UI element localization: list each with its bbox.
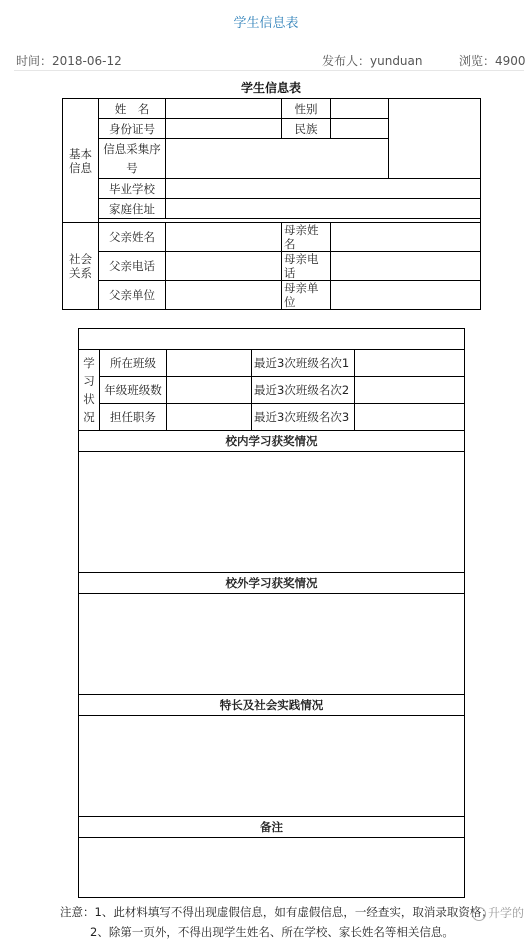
father-name-field[interactable] (166, 223, 282, 252)
rank2-label: 最近3次班级名次2 (252, 377, 355, 404)
outschool-awards-heading: 校外学习获奖情况 (79, 573, 465, 594)
header-divider (14, 70, 524, 71)
rank1-label: 最近3次班级名次1 (252, 350, 355, 377)
home-address-field[interactable] (166, 199, 481, 219)
watermark (472, 904, 524, 921)
grade-class-count-field[interactable] (167, 377, 252, 404)
gender-field[interactable] (331, 99, 389, 119)
basic-info-group-label (63, 99, 99, 223)
graduate-school-field[interactable] (166, 179, 481, 199)
mother-phone-label: 母亲电话 (282, 252, 331, 281)
ethnicity-label: 民族 (282, 119, 331, 139)
id-number-field[interactable] (166, 119, 282, 139)
home-address-label: 家庭住址 (99, 199, 166, 219)
publish-time: 时间：2018-06-12 (16, 54, 122, 68)
talents-heading: 特长及社会实践情况 (79, 695, 465, 716)
social-relations-group-label (63, 223, 99, 310)
sequence-label: 信息采集序号 (99, 139, 166, 179)
mother-name-label: 母亲姓名 (282, 223, 331, 252)
class-label: 所在班级 (100, 350, 167, 377)
graduate-school-label: 毕业学校 (99, 179, 166, 199)
grade-class-count-label: 年级班级数 (100, 377, 167, 404)
social-relations-text: 社会 关系 (69, 252, 92, 280)
rank3-label: 最近3次班级名次3 (252, 404, 355, 431)
father-workplace-field[interactable] (166, 281, 282, 310)
sequence-field[interactable] (166, 139, 389, 179)
study-status-group-label (79, 350, 100, 431)
duty-field[interactable] (167, 404, 252, 431)
page-title: 学生信息表 (233, 16, 299, 31)
view-count: 浏览：4900 (459, 54, 526, 68)
gender-label: 性别 (282, 99, 331, 119)
rank3-field[interactable] (355, 404, 465, 431)
photo-box[interactable] (389, 99, 481, 179)
remarks-field[interactable] (79, 838, 465, 898)
rank1-field[interactable] (355, 350, 465, 377)
mother-phone-field[interactable] (331, 252, 481, 281)
father-phone-field[interactable] (166, 252, 282, 281)
watermark-text: 升学的 (487, 906, 524, 920)
id-number-label: 身份证号 (99, 119, 166, 139)
watermark-logo-icon (472, 907, 486, 921)
study-status-table (78, 328, 465, 898)
basic-info-text: 基本 信息 (69, 146, 92, 175)
rank2-field[interactable] (355, 377, 465, 404)
father-phone-label: 父亲电话 (99, 252, 166, 281)
table-header-blank (79, 329, 465, 350)
publisher: 发布人：yunduan (322, 54, 423, 68)
inschool-awards-field[interactable] (79, 452, 465, 573)
father-name-label: 父亲姓名 (99, 223, 166, 252)
student-info-table (62, 98, 481, 310)
father-workplace-label: 父亲单位 (99, 281, 166, 310)
talents-field[interactable] (79, 716, 465, 817)
mother-workplace-field[interactable] (331, 281, 481, 310)
duty-label: 担任职务 (100, 404, 167, 431)
note-line-2: 2、除第一页外，不得出现学生姓名、所在学校、家长姓名等相关信息。 (90, 925, 454, 939)
name-label: 姓 名 (99, 99, 166, 119)
class-field[interactable] (167, 350, 252, 377)
outschool-awards-field[interactable] (79, 594, 465, 695)
mother-name-field[interactable] (331, 223, 481, 252)
mother-workplace-label: 母亲单位 (282, 281, 331, 310)
study-status-text: 学 习 状 况 (83, 356, 95, 424)
inschool-awards-heading: 校内学习获奖情况 (79, 431, 465, 452)
name-field[interactable] (166, 99, 282, 119)
form-title: 学生信息表 (240, 81, 301, 95)
note-line-1: 注意：1、此材料填写不得出现虚假信息，如有虚假信息，一经查实，取消录取资格； (60, 905, 493, 919)
ethnicity-field[interactable] (331, 119, 389, 139)
remarks-heading: 备注 (79, 817, 465, 838)
